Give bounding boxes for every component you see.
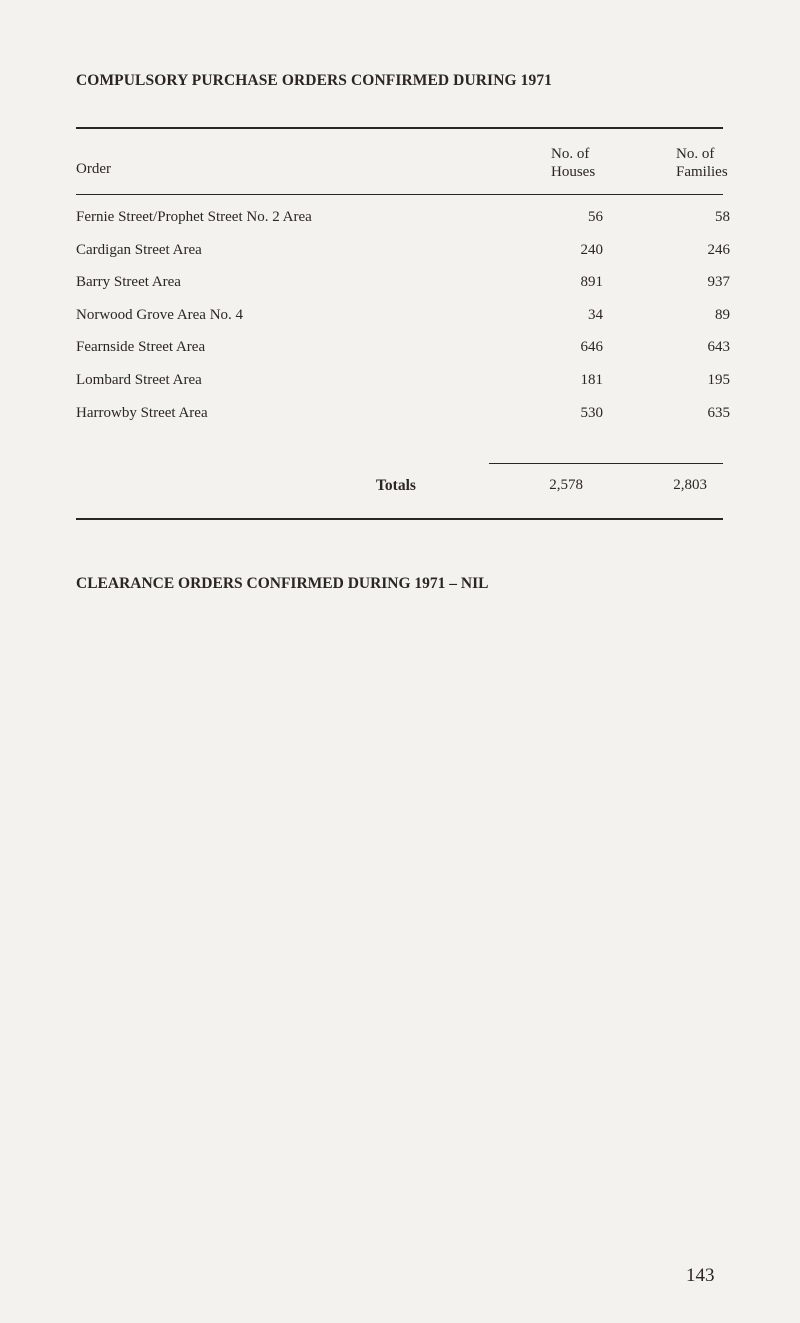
- houses-cell: 891: [580, 274, 603, 291]
- houses-cell: 646: [580, 339, 603, 356]
- column-header-order-label: Order: [76, 161, 111, 177]
- families-cell: 58: [715, 209, 730, 225]
- order-name-cell: Harrowby Street Area: [76, 404, 208, 421]
- table-row: [76, 239, 730, 272]
- houses-cell: 181: [580, 371, 603, 388]
- houses-cell: 34: [588, 306, 603, 323]
- orders-table-body: [76, 206, 730, 434]
- page-title: COMPULSORY PURCHASE ORDERS CONFIRMED DURING 1971: [76, 72, 553, 89]
- clearance-orders-heading: CLEARANCE ORDERS CONFIRMED DURING 1971 – NIL: [76, 575, 489, 592]
- table-row: [76, 206, 730, 239]
- families-cell: 195: [707, 371, 730, 388]
- totals-rule: [489, 463, 723, 464]
- order-name-cell: Norwood Grove Area No. 4: [76, 306, 244, 323]
- houses-cell: 530: [580, 404, 603, 421]
- column-header-families-line2: Families: [676, 164, 728, 180]
- families-cell: 643: [707, 339, 730, 356]
- table-bottom-rule: [76, 518, 723, 520]
- families-cell: 246: [707, 241, 730, 258]
- total-houses: 2,578: [549, 477, 583, 493]
- order-name-cell: Fearnside Street Area: [76, 339, 206, 356]
- order-name-cell: Lombard Street Area: [76, 371, 202, 388]
- families-cell: 89: [715, 306, 730, 323]
- table-row: [76, 271, 730, 304]
- column-header-houses-line1: No. of: [551, 146, 590, 162]
- column-header-families: [676, 145, 766, 181]
- order-name-cell: Cardigan Street Area: [76, 241, 202, 258]
- table-header-rule: [76, 194, 723, 195]
- total-families: 2,803: [673, 477, 707, 493]
- column-header-houses-line2: Houses: [551, 164, 596, 180]
- table-row: [76, 336, 730, 369]
- table-row: [76, 304, 730, 337]
- families-cell: 937: [707, 274, 730, 291]
- order-name-cell: Fernie Street/Prophet Street No. 2 Area: [76, 209, 312, 225]
- houses-cell: 56: [588, 209, 603, 225]
- houses-cell: 240: [580, 241, 603, 258]
- column-header-order: [76, 160, 111, 178]
- table-row: [76, 369, 730, 402]
- page-number: 143: [686, 1265, 715, 1286]
- table-top-rule: [76, 127, 723, 129]
- column-header-houses: [551, 145, 641, 181]
- totals-label: Totals: [376, 477, 416, 494]
- table-row: [76, 402, 730, 435]
- column-header-families-line1: No. of: [676, 146, 715, 162]
- families-cell: 635: [707, 404, 730, 421]
- order-name-cell: Barry Street Area: [76, 274, 181, 291]
